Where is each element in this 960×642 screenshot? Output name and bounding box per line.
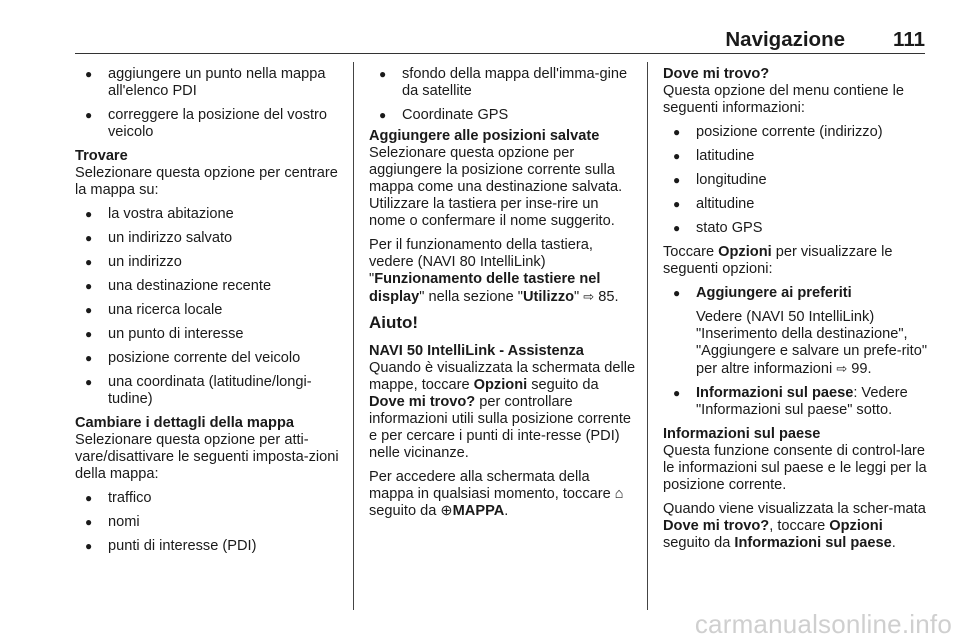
paragraph-cambiare: Selezionare questa opzione per atti-vare/disattivare le seguenti imposta-zioni della mappa: bbox=[75, 432, 339, 482]
list-item: ● sfondo della mappa dell'imma-gine da satellite bbox=[369, 66, 637, 100]
list-item: ● una destinazione recente bbox=[75, 278, 343, 295]
section-heading-dove: Dove mi trovo? bbox=[663, 66, 770, 82]
list-item: ● latitudine bbox=[663, 148, 931, 165]
watermark: carmanualsonline.info bbox=[694, 609, 952, 639]
paragraph-navi50: Quando è visualizzata la schermata delle mappe, toccare Opzioni seguito da Dove mi trovo? per controllare informazioni utili sulla posizione corrente e per cercare i punti di inte-resse (PDI) nelle vicinanze. bbox=[369, 360, 636, 461]
paragraph-quando: Quando viene visualizzata la scher-mata Dove mi trovo?, toccare Opzioni seguito da Informazioni sul paese. bbox=[663, 501, 926, 551]
list-item: ● un indirizzo bbox=[75, 254, 343, 271]
page-header bbox=[75, 26, 925, 54]
bullet-list-top-1 bbox=[75, 66, 343, 141]
section-heading-aggiungere: Aggiungere alle posizioni salvate bbox=[369, 128, 600, 144]
header-rule bbox=[75, 53, 925, 54]
list-item: ● posizione corrente del veicolo bbox=[75, 350, 343, 367]
list-item-option-paese: ● Informazioni sul paese: Vedere "Informazioni sul paese" sotto. bbox=[663, 385, 931, 419]
home-icon: ⌂ bbox=[614, 486, 624, 502]
column-divider-2 bbox=[647, 62, 648, 610]
list-item: ● una ricerca locale bbox=[75, 302, 343, 319]
list-item: ● correggere la posizione del vostro veicolo bbox=[75, 107, 343, 141]
list-item-option-preferiti: ● Aggiungere ai preferiti Vedere (NAVI 50 IntelliLink) "Inserimento della destinazione", "Aggiungere e salvare un prefe-rito" per altre informazioni ⇨ 99. bbox=[663, 285, 931, 378]
list-item: ● Coordinate GPS bbox=[369, 107, 637, 124]
column-divider-1 bbox=[353, 62, 354, 610]
paragraph-keyboard: Per il funzionamento della tastiera, vedere (NAVI 80 IntelliLink) "Funzionamento delle tastiere nel display" nella sezione "Utilizzo" ⇨ 85. bbox=[369, 237, 619, 305]
list-item: ● punti di interesse (PDI) bbox=[75, 538, 343, 555]
column-1 bbox=[75, 66, 343, 562]
header-title: Navigazione bbox=[725, 28, 845, 51]
paragraph-toccare: Toccare Opzioni per visualizzare le seguenti opzioni: bbox=[663, 244, 893, 277]
page-number: 111 bbox=[893, 28, 925, 51]
list-item: ● una coordinata (latitudine/longi-tudine) bbox=[75, 374, 343, 408]
bullet-list-dove bbox=[663, 124, 931, 237]
list-item: ● aggiungere un punto nella mappa all'elenco PDI bbox=[75, 66, 343, 100]
list-item: ● altitudine bbox=[663, 196, 931, 213]
paragraph-aggiungere: Selezionare questa opzione per aggiungere la posizione corrente sulla mappa come una destinazione salvata. Utilizzare la tastiera per inse-rire un nome o confermare il nome suggerito. bbox=[369, 145, 623, 229]
map-icon: ⊕ bbox=[440, 503, 453, 519]
paragraph-dove: Questa opzione del menu contiene le seguenti informazioni: bbox=[663, 83, 904, 116]
page-reference-arrow-icon: ⇨ bbox=[583, 289, 595, 304]
list-item: ● longitudine bbox=[663, 172, 931, 189]
list-item: ● posizione corrente (indirizzo) bbox=[663, 124, 931, 141]
paragraph-trovare: Selezionare questa opzione per centrare la mappa su: bbox=[75, 165, 338, 198]
list-item: ● traffico bbox=[75, 490, 343, 507]
column-2 bbox=[369, 66, 637, 527]
section-heading-navi50: NAVI 50 IntelliLink - Assistenza bbox=[369, 343, 584, 359]
section-heading-info-paese: Informazioni sul paese bbox=[663, 426, 821, 442]
list-item: ● stato GPS bbox=[663, 220, 931, 237]
column-3 bbox=[663, 66, 931, 559]
bullet-list-trovare bbox=[75, 206, 343, 408]
list-item: ● un indirizzo salvato bbox=[75, 230, 343, 247]
list-item: ● la vostra abitazione bbox=[75, 206, 343, 223]
paragraph-access: Per accedere alla schermata della mappa in qualsiasi momento, toccare ⌂ seguito da ⊕MAPPA. bbox=[369, 469, 624, 519]
bullet-list-cambiare bbox=[75, 490, 343, 555]
page-reference-arrow-icon: ⇨ bbox=[836, 361, 848, 376]
bullet-list-options bbox=[663, 285, 931, 419]
bullet-list-top-2 bbox=[369, 66, 637, 124]
paragraph-info-paese: Questa funzione consente di control-lare le informazioni sul paese e le leggi per la posizione corrente. bbox=[663, 443, 927, 493]
section-title-aiuto: Aiuto! bbox=[369, 313, 419, 332]
section-heading-trovare: Trovare bbox=[75, 148, 128, 164]
list-item: ● nomi bbox=[75, 514, 343, 531]
section-heading-cambiare: Cambiare i dettagli della mappa bbox=[75, 415, 294, 431]
list-item: ● un punto di interesse bbox=[75, 326, 343, 343]
